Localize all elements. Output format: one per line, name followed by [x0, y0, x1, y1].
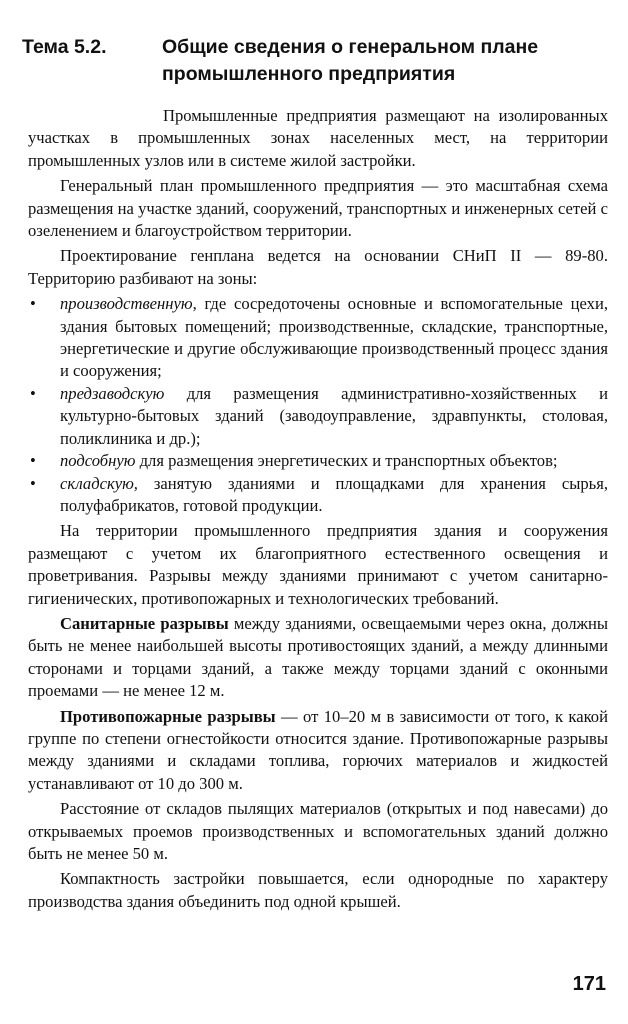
bullet-icon: •: [30, 294, 36, 314]
paragraph-fire-gaps: [28, 706, 608, 796]
paragraph-zones-intro: Проектирование генплана ведется на основании СНиП II — 89-80. Территорию разбивают на зоны:: [28, 246, 608, 288]
paragraph-placement: На территории промышленного предприятия здания и сооружения размещают с учетом их благоприятного естественного освещения и проветривания. Разрывы между зданиями принимают с учетом санитарно-гигиенических, противопожарных и технологических требований.: [28, 521, 608, 608]
zone-description: где сосредоточены основные и вспомогательные цехи, здания бытовых помещений; производственные, складские, транспортные, энергетические и другие обслуживающие производственный процесс здания и сооружения;: [60, 294, 608, 381]
list-item: [28, 450, 608, 472]
zone-description: занятую зданиями и площадками для хранения сырья, полуфабрикатов, готовой продукции.: [60, 473, 608, 515]
zone-term: производственную,: [60, 294, 197, 314]
paragraph-intro: Промышленные предприятия размещают на изолированных участках в промышленных зонах населенных мест, на территории промышленных узлов или в системе жилой застройки.: [28, 106, 608, 170]
list-item: [28, 383, 608, 450]
section-heading: [22, 34, 612, 88]
zone-description: для размещения энергетических и транспортных объектов;: [135, 451, 558, 471]
bullet-icon: •: [30, 451, 36, 471]
paragraph-dust-storage: Расстояние от складов пылящих материалов (открытых и под навесами) до открываемых проемов производственных и вспомогательных зданий должно быть не менее 50 м.: [28, 799, 608, 863]
term-fire-gaps: Противопожарные разрывы: [60, 706, 276, 726]
page-number: 171: [572, 973, 606, 995]
bullet-icon: •: [30, 383, 36, 403]
list-item: [28, 473, 608, 518]
fire-gaps-text: — от 10–20 м в зависимости от того, к какой группе по степени огнестойкости относится здание. Противопожарные разрывы между зданиями и складами топлива, горючих материалов и жидкостей устанавливают от 10 до 300 м.: [28, 706, 608, 793]
zone-description: для размещения административно-хозяйственных и культурно-бытовых зданий (заводоуправление, здравпункты, столовая, поликлиника и др.);: [60, 383, 608, 448]
zones-list: [28, 293, 608, 517]
zone-term: предзаводскую: [60, 383, 165, 403]
zone-term: подсобную: [60, 451, 136, 471]
paragraph-compactness: Компактность застройки повышается, если однородные по характеру производства здания объединить под одной крышей.: [28, 869, 608, 911]
section-title: Общие сведения о генеральном плане промышленного предприятия: [162, 36, 539, 85]
zone-term: складскую,: [60, 473, 138, 493]
paragraph-genplan-definition: Генеральный план промышленного предприятия — это масштабная схема размещения на участке зданий, сооружений, транспортных и инженерных сетей с озеленением и благоустройством территории.: [28, 176, 608, 241]
term-sanitary-gaps: Санитарные разрывы: [60, 613, 229, 633]
list-item: [28, 293, 608, 383]
section-number: Тема 5.2.: [22, 36, 107, 58]
body-text: [28, 105, 608, 916]
sanitary-gaps-text: между зданиями, освещаемыми через окна, должны быть не менее наибольшей высоты противостоящих зданий, а между длинными сторонами и торцами зданий, а также между торцами зданий с оконными проемами — не менее 12 м.: [28, 613, 608, 701]
bullet-icon: •: [30, 473, 36, 493]
paragraph-sanitary-gaps: [28, 613, 608, 703]
